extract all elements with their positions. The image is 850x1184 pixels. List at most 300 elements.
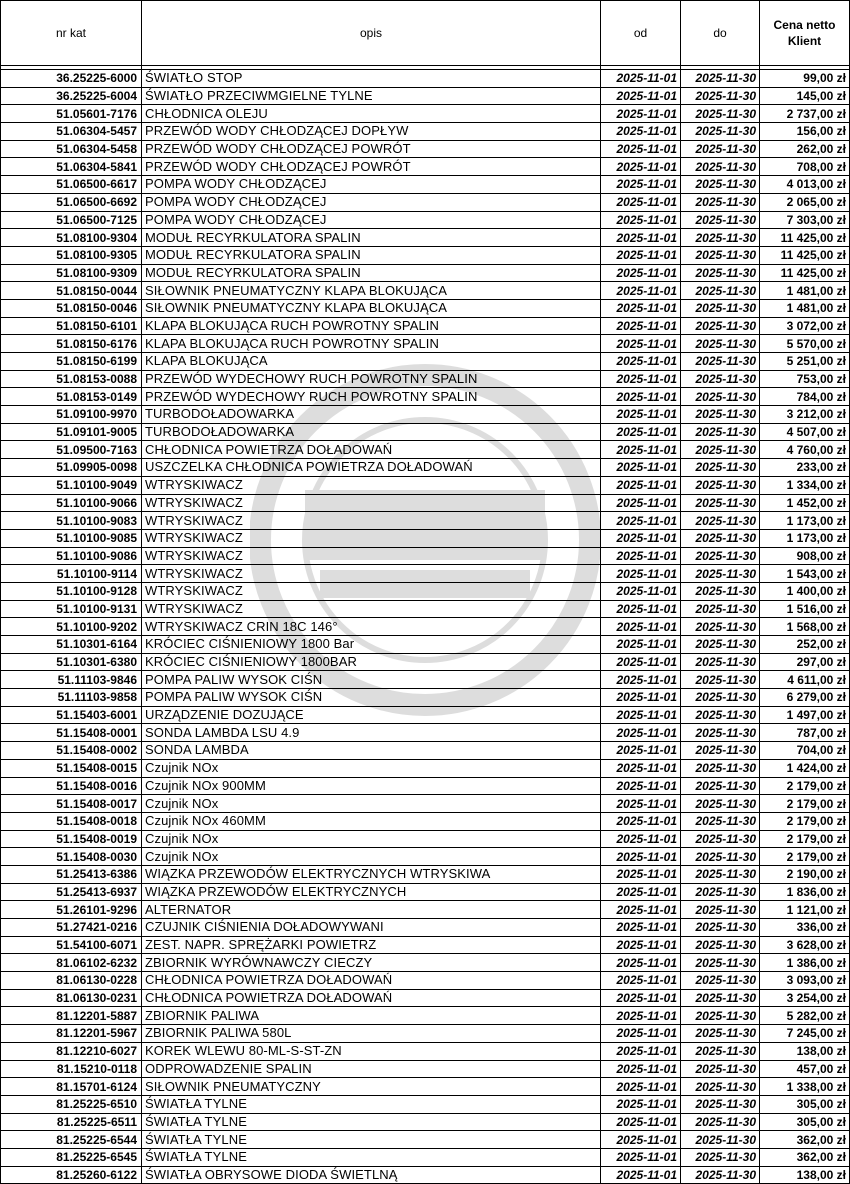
part-number-cell: 51.06500-6617 — [1, 176, 142, 194]
valid-to-cell: 2025-11-30 — [681, 176, 760, 194]
valid-from-cell: 2025-11-01 — [601, 989, 681, 1007]
part-number-cell: 36.25225-6004 — [1, 87, 142, 105]
description-cell: SONDA LAMBDA LSU 4.9 — [142, 724, 601, 742]
description-cell: Czujnik NOx — [142, 795, 601, 813]
table-row — [1, 1078, 850, 1096]
part-number-cell: 51.10100-9114 — [1, 565, 142, 583]
description-cell: PRZEWÓD WODY CHŁODZĄCEJ DOPŁYW — [142, 123, 601, 141]
net-price-cell: 1 516,00 zł — [760, 600, 850, 618]
header-price — [760, 1, 850, 66]
valid-from-cell: 2025-11-01 — [601, 406, 681, 424]
description-cell: POMPA WODY CHŁODZĄCEJ — [142, 211, 601, 229]
part-number-cell: 51.06500-6692 — [1, 193, 142, 211]
description-cell: Czujnik NOx 900MM — [142, 777, 601, 795]
description-cell: ZBIORNIK WYRÓWNAWCZY CIECZY — [142, 954, 601, 972]
valid-from-cell: 2025-11-01 — [601, 618, 681, 636]
description-cell: POMPA WODY CHŁODZĄCEJ — [142, 193, 601, 211]
net-price-cell: 297,00 zł — [760, 653, 850, 671]
net-price-cell: 1 452,00 zł — [760, 494, 850, 512]
description-cell: POMPA WODY CHŁODZĄCEJ — [142, 176, 601, 194]
net-price-cell: 138,00 zł — [760, 1166, 850, 1184]
valid-to-cell: 2025-11-30 — [681, 1042, 760, 1060]
valid-from-cell: 2025-11-01 — [601, 335, 681, 353]
valid-from-cell: 2025-11-01 — [601, 423, 681, 441]
table-row — [1, 123, 850, 141]
valid-to-cell: 2025-11-30 — [681, 989, 760, 1007]
net-price-cell: 156,00 zł — [760, 123, 850, 141]
part-number-cell: 81.25225-6511 — [1, 1113, 142, 1131]
part-number-cell: 51.06304-5457 — [1, 123, 142, 141]
table-row — [1, 795, 850, 813]
description-cell: WTRYSKIWACZ — [142, 476, 601, 494]
part-number-cell: 51.08153-0149 — [1, 388, 142, 406]
valid-to-cell: 2025-11-30 — [681, 1113, 760, 1131]
table-row — [1, 1095, 850, 1113]
table-row — [1, 282, 850, 300]
description-cell: TURBODOŁADOWARKA — [142, 406, 601, 424]
part-number-cell: 51.08100-9305 — [1, 246, 142, 264]
net-price-cell: 1 497,00 zł — [760, 706, 850, 724]
description-cell: MODUŁ RECYRKULATORA SPALIN — [142, 229, 601, 247]
net-price-cell: 908,00 zł — [760, 547, 850, 565]
valid-from-cell: 2025-11-01 — [601, 459, 681, 477]
table-row — [1, 264, 850, 282]
description-cell: KRÓCIEC CIŚNIENIOWY 1800BAR — [142, 653, 601, 671]
valid-to-cell: 2025-11-30 — [681, 812, 760, 830]
valid-to-cell: 2025-11-30 — [681, 883, 760, 901]
table-row — [1, 865, 850, 883]
valid-from-cell: 2025-11-01 — [601, 158, 681, 176]
header-code: nr kat — [1, 1, 142, 66]
table-row — [1, 494, 850, 512]
description-cell: CHŁODNICA POWIETRZA DOŁADOWAŃ — [142, 441, 601, 459]
part-number-cell: 51.10100-9066 — [1, 494, 142, 512]
part-number-cell: 51.08150-6176 — [1, 335, 142, 353]
table-row — [1, 618, 850, 636]
description-cell: POMPA PALIW WYSOK CIŚN — [142, 671, 601, 689]
net-price-cell: 138,00 zł — [760, 1042, 850, 1060]
description-cell: ŚWIATŁA TYLNE — [142, 1131, 601, 1149]
valid-to-cell: 2025-11-30 — [681, 317, 760, 335]
valid-to-cell: 2025-11-30 — [681, 459, 760, 477]
valid-to-cell: 2025-11-30 — [681, 140, 760, 158]
description-cell: POMPA PALIW WYSOK CIŚN — [142, 689, 601, 707]
net-price-cell: 2 179,00 zł — [760, 830, 850, 848]
table-row — [1, 582, 850, 600]
net-price-cell: 4 760,00 zł — [760, 441, 850, 459]
net-price-cell: 5 282,00 zł — [760, 1007, 850, 1025]
part-number-cell: 51.15408-0016 — [1, 777, 142, 795]
net-price-cell: 2 179,00 zł — [760, 812, 850, 830]
part-number-cell: 51.08150-6101 — [1, 317, 142, 335]
valid-from-cell: 2025-11-01 — [601, 1042, 681, 1060]
valid-to-cell: 2025-11-30 — [681, 936, 760, 954]
valid-to-cell: 2025-11-30 — [681, 954, 760, 972]
table-row — [1, 1131, 850, 1149]
description-cell: PRZEWÓD WODY CHŁODZĄCEJ POWRÓT — [142, 140, 601, 158]
net-price-cell: 1 836,00 zł — [760, 883, 850, 901]
table-row — [1, 246, 850, 264]
description-cell: WTRYSKIWACZ — [142, 565, 601, 583]
valid-to-cell: 2025-11-30 — [681, 777, 760, 795]
part-number-cell: 81.15210-0118 — [1, 1060, 142, 1078]
part-number-cell: 51.08100-9304 — [1, 229, 142, 247]
valid-to-cell: 2025-11-30 — [681, 70, 760, 88]
net-price-cell: 4 507,00 zł — [760, 423, 850, 441]
table-row — [1, 777, 850, 795]
valid-from-cell: 2025-11-01 — [601, 936, 681, 954]
table-row — [1, 565, 850, 583]
table-row — [1, 812, 850, 830]
valid-to-cell: 2025-11-30 — [681, 1060, 760, 1078]
description-cell: SIŁOWNIK PNEUMATYCZNY KLAPA BLOKUJĄCA — [142, 299, 601, 317]
table-row — [1, 724, 850, 742]
table-row — [1, 1148, 850, 1166]
valid-to-cell: 2025-11-30 — [681, 158, 760, 176]
header-price-line1: Cena netto — [773, 18, 836, 32]
part-number-cell: 51.15408-0019 — [1, 830, 142, 848]
description-cell: ZBIORNIK PALIWA 580L — [142, 1025, 601, 1043]
valid-from-cell: 2025-11-01 — [601, 317, 681, 335]
valid-to-cell: 2025-11-30 — [681, 423, 760, 441]
description-cell: WTRYSKIWACZ — [142, 547, 601, 565]
valid-to-cell: 2025-11-30 — [681, 105, 760, 123]
net-price-cell: 787,00 zł — [760, 724, 850, 742]
net-price-cell: 336,00 zł — [760, 919, 850, 937]
valid-to-cell: 2025-11-30 — [681, 600, 760, 618]
table-row — [1, 972, 850, 990]
valid-from-cell: 2025-11-01 — [601, 777, 681, 795]
valid-from-cell: 2025-11-01 — [601, 105, 681, 123]
net-price-cell: 2 179,00 zł — [760, 795, 850, 813]
part-number-cell: 51.06304-5458 — [1, 140, 142, 158]
table-row — [1, 653, 850, 671]
part-number-cell: 51.15403-6001 — [1, 706, 142, 724]
valid-to-cell: 2025-11-30 — [681, 494, 760, 512]
valid-to-cell: 2025-11-30 — [681, 299, 760, 317]
description-cell: ŚWIATŁA TYLNE — [142, 1113, 601, 1131]
net-price-cell: 5 570,00 zł — [760, 335, 850, 353]
net-price-cell: 3 628,00 zł — [760, 936, 850, 954]
valid-from-cell: 2025-11-01 — [601, 282, 681, 300]
table-row — [1, 459, 850, 477]
part-number-cell: 51.09905-0098 — [1, 459, 142, 477]
valid-to-cell: 2025-11-30 — [681, 724, 760, 742]
valid-from-cell: 2025-11-01 — [601, 123, 681, 141]
valid-from-cell: 2025-11-01 — [601, 653, 681, 671]
valid-to-cell: 2025-11-30 — [681, 211, 760, 229]
header-price-line2: Klient — [787, 34, 822, 48]
description-cell: ALTERNATOR — [142, 901, 601, 919]
valid-to-cell: 2025-11-30 — [681, 671, 760, 689]
description-cell: ŚWIATŁA TYLNE — [142, 1148, 601, 1166]
header-description: opis — [142, 1, 601, 66]
table-row — [1, 989, 850, 1007]
valid-from-cell: 2025-11-01 — [601, 636, 681, 654]
table-row — [1, 742, 850, 760]
net-price-cell: 3 072,00 zł — [760, 317, 850, 335]
valid-from-cell: 2025-11-01 — [601, 441, 681, 459]
description-cell: Czujnik NOx — [142, 848, 601, 866]
table-row — [1, 211, 850, 229]
net-price-cell: 704,00 zł — [760, 742, 850, 760]
valid-to-cell: 2025-11-30 — [681, 1166, 760, 1184]
header-valid-to: do — [681, 1, 760, 66]
valid-to-cell: 2025-11-30 — [681, 742, 760, 760]
description-cell: WTRYSKIWACZ — [142, 600, 601, 618]
description-cell: SIŁOWNIK PNEUMATYCZNY KLAPA BLOKUJĄCA — [142, 282, 601, 300]
table-row — [1, 529, 850, 547]
part-number-cell: 81.15701-6124 — [1, 1078, 142, 1096]
description-cell: ZEST. NAPR. SPRĘŻARKI POWIETRZ — [142, 936, 601, 954]
valid-to-cell: 2025-11-30 — [681, 246, 760, 264]
net-price-cell: 1 386,00 zł — [760, 954, 850, 972]
description-cell: KRÓCIEC CIŚNIENIOWY 1800 Bar — [142, 636, 601, 654]
valid-to-cell: 2025-11-30 — [681, 1148, 760, 1166]
valid-from-cell: 2025-11-01 — [601, 388, 681, 406]
net-price-cell: 4 611,00 zł — [760, 671, 850, 689]
part-number-cell: 51.10100-9049 — [1, 476, 142, 494]
table-row — [1, 1025, 850, 1043]
description-cell: WTRYSKIWACZ — [142, 494, 601, 512]
valid-from-cell: 2025-11-01 — [601, 1131, 681, 1149]
valid-from-cell: 2025-11-01 — [601, 671, 681, 689]
net-price-cell: 1 543,00 zł — [760, 565, 850, 583]
table-row — [1, 1060, 850, 1078]
part-number-cell: 51.08150-0044 — [1, 282, 142, 300]
part-number-cell: 81.12210-6027 — [1, 1042, 142, 1060]
net-price-cell: 7 245,00 zł — [760, 1025, 850, 1043]
valid-from-cell: 2025-11-01 — [601, 795, 681, 813]
valid-to-cell: 2025-11-30 — [681, 1078, 760, 1096]
valid-to-cell: 2025-11-30 — [681, 282, 760, 300]
valid-from-cell: 2025-11-01 — [601, 565, 681, 583]
valid-to-cell: 2025-11-30 — [681, 636, 760, 654]
valid-from-cell: 2025-11-01 — [601, 954, 681, 972]
valid-to-cell: 2025-11-30 — [681, 512, 760, 530]
valid-from-cell: 2025-11-01 — [601, 919, 681, 937]
part-number-cell: 51.08153-0088 — [1, 370, 142, 388]
valid-from-cell: 2025-11-01 — [601, 87, 681, 105]
net-price-cell: 252,00 zł — [760, 636, 850, 654]
part-number-cell: 51.08150-6199 — [1, 353, 142, 371]
description-cell: KLAPA BLOKUJĄCA — [142, 353, 601, 371]
valid-from-cell: 2025-11-01 — [601, 229, 681, 247]
part-number-cell: 51.09101-9005 — [1, 423, 142, 441]
description-cell: CHŁODNICA OLEJU — [142, 105, 601, 123]
valid-to-cell: 2025-11-30 — [681, 406, 760, 424]
valid-to-cell: 2025-11-30 — [681, 706, 760, 724]
net-price-cell: 1 121,00 zł — [760, 901, 850, 919]
part-number-cell: 51.15408-0018 — [1, 812, 142, 830]
part-number-cell: 51.25413-6937 — [1, 883, 142, 901]
valid-to-cell: 2025-11-30 — [681, 759, 760, 777]
part-number-cell: 51.10100-9131 — [1, 600, 142, 618]
valid-to-cell: 2025-11-30 — [681, 1095, 760, 1113]
table-row — [1, 954, 850, 972]
description-cell: ŚWIATŁA TYLNE — [142, 1095, 601, 1113]
table-row — [1, 158, 850, 176]
part-number-cell: 51.15408-0001 — [1, 724, 142, 742]
net-price-cell: 3 093,00 zł — [760, 972, 850, 990]
table-row — [1, 87, 850, 105]
valid-from-cell: 2025-11-01 — [601, 972, 681, 990]
net-price-cell: 3 254,00 zł — [760, 989, 850, 1007]
table-row — [1, 636, 850, 654]
description-cell: ŚWIATŁA OBRYSOWE DIODA ŚWIETLNĄ — [142, 1166, 601, 1184]
table-row — [1, 423, 850, 441]
table-row — [1, 901, 850, 919]
valid-from-cell: 2025-11-01 — [601, 299, 681, 317]
net-price-cell: 1 173,00 zł — [760, 529, 850, 547]
description-cell: WIĄZKA PRZEWODÓW ELEKTRYCZNYCH WTRYSKIWA — [142, 865, 601, 883]
table-row — [1, 370, 850, 388]
part-number-cell: 51.06500-7125 — [1, 211, 142, 229]
part-number-cell: 51.09500-7163 — [1, 441, 142, 459]
description-cell: ŚWIATŁO STOP — [142, 70, 601, 88]
header-row — [1, 1, 850, 66]
net-price-cell: 145,00 zł — [760, 87, 850, 105]
table-row — [1, 671, 850, 689]
description-cell: SONDA LAMBDA — [142, 742, 601, 760]
net-price-cell: 1 400,00 zł — [760, 582, 850, 600]
part-number-cell: 81.25225-6544 — [1, 1131, 142, 1149]
part-number-cell: 51.15408-0015 — [1, 759, 142, 777]
valid-to-cell: 2025-11-30 — [681, 229, 760, 247]
valid-from-cell: 2025-11-01 — [601, 211, 681, 229]
description-cell: CHŁODNICA POWIETRZA DOŁADOWAŃ — [142, 972, 601, 990]
valid-to-cell: 2025-11-30 — [681, 689, 760, 707]
part-number-cell: 51.25413-6386 — [1, 865, 142, 883]
net-price-cell: 457,00 zł — [760, 1060, 850, 1078]
valid-to-cell: 2025-11-30 — [681, 1131, 760, 1149]
description-cell: Czujnik NOx — [142, 759, 601, 777]
part-number-cell: 81.25260-6122 — [1, 1166, 142, 1184]
description-cell: CZUJNIK CIŚNIENIA DOŁADOWYWANI — [142, 919, 601, 937]
net-price-cell: 708,00 zł — [760, 158, 850, 176]
valid-from-cell: 2025-11-01 — [601, 724, 681, 742]
net-price-cell: 305,00 zł — [760, 1095, 850, 1113]
net-price-cell: 11 425,00 zł — [760, 264, 850, 282]
valid-to-cell: 2025-11-30 — [681, 618, 760, 636]
net-price-cell: 1 424,00 zł — [760, 759, 850, 777]
table-row — [1, 70, 850, 88]
valid-from-cell: 2025-11-01 — [601, 370, 681, 388]
valid-from-cell: 2025-11-01 — [601, 742, 681, 760]
valid-to-cell: 2025-11-30 — [681, 653, 760, 671]
valid-from-cell: 2025-11-01 — [601, 246, 681, 264]
net-price-cell: 1 481,00 zł — [760, 282, 850, 300]
description-cell: KLAPA BLOKUJĄCA RUCH POWROTNY SPALIN — [142, 317, 601, 335]
valid-from-cell: 2025-11-01 — [601, 1113, 681, 1131]
valid-from-cell: 2025-11-01 — [601, 1166, 681, 1184]
valid-from-cell: 2025-11-01 — [601, 529, 681, 547]
table-row — [1, 512, 850, 530]
valid-from-cell: 2025-11-01 — [601, 547, 681, 565]
description-cell: ODPROWADZENIE SPALIN — [142, 1060, 601, 1078]
part-number-cell: 51.06304-5841 — [1, 158, 142, 176]
part-number-cell: 81.06102-6232 — [1, 954, 142, 972]
valid-from-cell: 2025-11-01 — [601, 759, 681, 777]
valid-from-cell: 2025-11-01 — [601, 689, 681, 707]
table-row — [1, 388, 850, 406]
table-row — [1, 883, 850, 901]
part-number-cell: 51.15408-0030 — [1, 848, 142, 866]
description-cell: Czujnik NOx 460MM — [142, 812, 601, 830]
part-number-cell: 51.10301-6380 — [1, 653, 142, 671]
table-row — [1, 176, 850, 194]
table-row — [1, 547, 850, 565]
description-cell: URZĄDZENIE DOZUJĄCE — [142, 706, 601, 724]
net-price-cell: 11 425,00 zł — [760, 229, 850, 247]
description-cell: KLAPA BLOKUJĄCA RUCH POWROTNY SPALIN — [142, 335, 601, 353]
part-number-cell: 81.12201-5887 — [1, 1007, 142, 1025]
valid-from-cell: 2025-11-01 — [601, 901, 681, 919]
part-number-cell: 51.05601-7176 — [1, 105, 142, 123]
description-cell: Czujnik NOx — [142, 830, 601, 848]
valid-to-cell: 2025-11-30 — [681, 476, 760, 494]
valid-to-cell: 2025-11-30 — [681, 919, 760, 937]
valid-from-cell: 2025-11-01 — [601, 1060, 681, 1078]
net-price-cell: 2 065,00 zł — [760, 193, 850, 211]
header-valid-from: od — [601, 1, 681, 66]
table-row — [1, 600, 850, 618]
valid-to-cell: 2025-11-30 — [681, 547, 760, 565]
table-row — [1, 441, 850, 459]
description-cell: ŚWIATŁO PRZECIWMGIELNE TYLNE — [142, 87, 601, 105]
part-number-cell: 51.09100-9970 — [1, 406, 142, 424]
description-cell: MODUŁ RECYRKULATORA SPALIN — [142, 264, 601, 282]
net-price-cell: 7 303,00 zł — [760, 211, 850, 229]
net-price-cell: 233,00 zł — [760, 459, 850, 477]
part-number-cell: 51.11103-9858 — [1, 689, 142, 707]
table-row — [1, 689, 850, 707]
table-row — [1, 1166, 850, 1184]
part-number-cell: 51.10100-9128 — [1, 582, 142, 600]
description-cell: ZBIORNIK PALIWA — [142, 1007, 601, 1025]
part-number-cell: 81.25225-6545 — [1, 1148, 142, 1166]
valid-from-cell: 2025-11-01 — [601, 476, 681, 494]
part-number-cell: 51.54100-6071 — [1, 936, 142, 954]
valid-to-cell: 2025-11-30 — [681, 848, 760, 866]
part-number-cell: 51.10301-6164 — [1, 636, 142, 654]
table-row — [1, 1113, 850, 1131]
valid-to-cell: 2025-11-30 — [681, 830, 760, 848]
part-number-cell: 51.15408-0002 — [1, 742, 142, 760]
valid-to-cell: 2025-11-30 — [681, 795, 760, 813]
net-price-cell: 4 013,00 zł — [760, 176, 850, 194]
description-cell: CHŁODNICA POWIETRZA DOŁADOWAŃ — [142, 989, 601, 1007]
table-row — [1, 830, 850, 848]
table-row — [1, 848, 850, 866]
net-price-cell: 3 212,00 zł — [760, 406, 850, 424]
valid-to-cell: 2025-11-30 — [681, 529, 760, 547]
description-cell: PRZEWÓD WYDECHOWY RUCH POWROTNY SPALIN — [142, 388, 601, 406]
net-price-cell: 305,00 zł — [760, 1113, 850, 1131]
valid-from-cell: 2025-11-01 — [601, 70, 681, 88]
part-number-cell: 51.10100-9083 — [1, 512, 142, 530]
valid-to-cell: 2025-11-30 — [681, 1025, 760, 1043]
net-price-cell: 784,00 zł — [760, 388, 850, 406]
valid-to-cell: 2025-11-30 — [681, 87, 760, 105]
valid-from-cell: 2025-11-01 — [601, 193, 681, 211]
table-row — [1, 406, 850, 424]
description-cell: TURBODOŁADOWARKA — [142, 423, 601, 441]
table-row — [1, 919, 850, 937]
valid-to-cell: 2025-11-30 — [681, 123, 760, 141]
valid-from-cell: 2025-11-01 — [601, 264, 681, 282]
table-row — [1, 299, 850, 317]
